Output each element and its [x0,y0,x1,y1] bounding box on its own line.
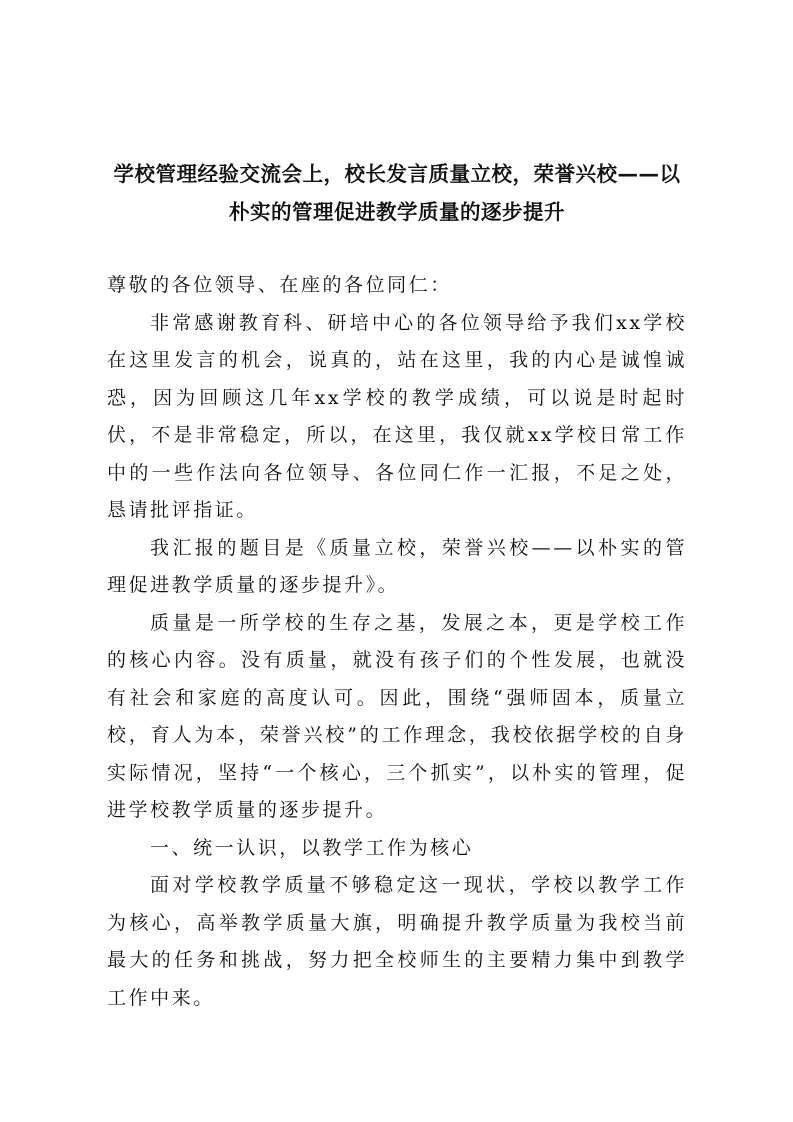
paragraph: 非常感谢教育科、研培中心的各位领导给予我们xx学校在这里发言的机会，说真的，站在这里，我的内心是诚惶诚恐，因为回顾这几年xx学校的教学成绩，可以说是时起时伏，不是非常稳定，所以，在这里，我仅就xx学校日常工作中的一些作法向各位领导、各位同仁作一汇报，不足之处，恳请批评指证。 [107,311,687,521]
section-heading: 一、统一认识，以教学工作为核心 [150,836,474,859]
document-title [107,155,687,231]
document-body [107,267,687,1017]
paragraph: 面对学校教学质量不够稳定这一现状，学校以教学工作为核心，高举教学质量大旗，明确提升教学质量为我校当前最大的任务和挑战，努力把全校师生的主要精力集中到教学工作中来。 [107,874,687,1009]
paragraph: 我汇报的题目是《质量立校，荣誉兴校——以朴实的管理促进教学质量的逐步提升》。 [107,536,687,596]
title-line-1: 学校管理经验交流会上，校长发言质量立校，荣誉兴校——以 [113,162,681,186]
salutation: 尊敬的各位领导、在座的各位同仁： [107,274,452,296]
title-line-2: 朴实的管理促进教学质量的逐步提升 [229,200,565,224]
paragraph: 质量是一所学校的生存之基，发展之本，更是学校工作的核心内容。没有质量，就没有孩子们的个性发展，也就没有社会和家庭的高度认可。因此，围绕“强师固本，质量立校，育人为本，荣誉兴校”的工作理念，我校依据学校的自身实际情况，坚持“一个核心，三个抓实”，以朴实的管理，促进学校教学质量的逐步提升。 [107,611,687,821]
